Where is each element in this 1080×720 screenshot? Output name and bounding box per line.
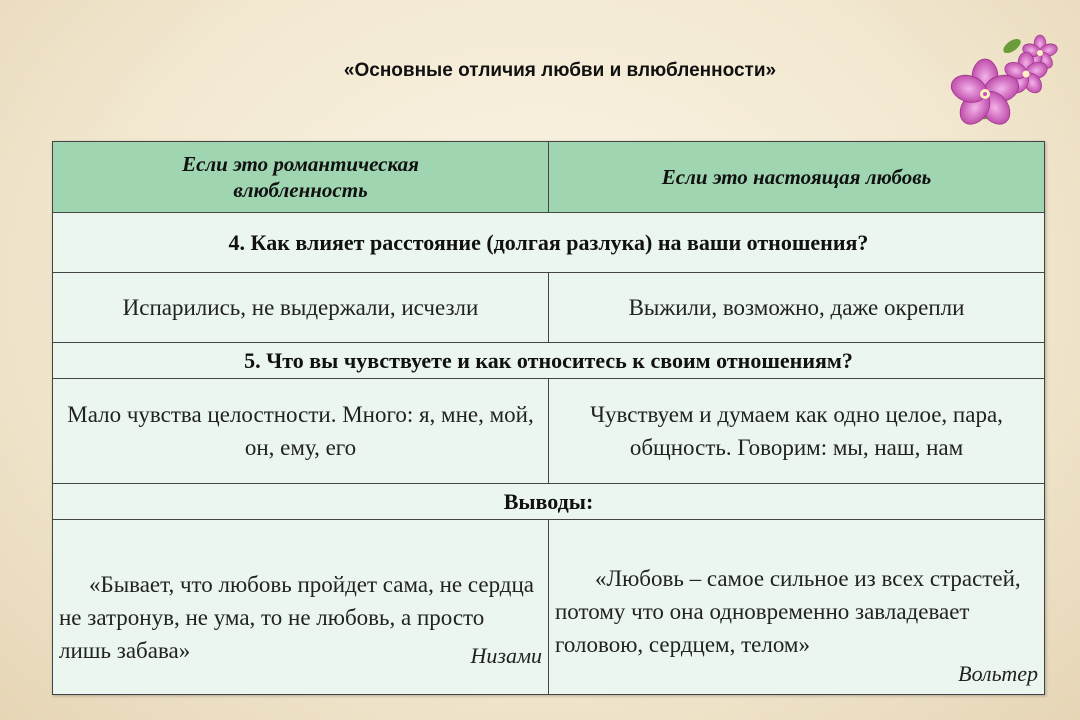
quote-voltaire: «Любовь – самое сильное из всех страстей, потому что она одновременно завладевает головою, сердцем, телом» (555, 566, 1021, 657)
answer-5-true-love: Чувствуем и думаем как одно целое, пара, общность. Говорим: мы, наш, нам (549, 379, 1045, 484)
answer-5-romantic: Мало чувства целостности. Много: я, мне, мой, он, ему, его (53, 379, 549, 484)
question-5: 5. Что вы чувствуете и как относитесь к своим отношениям? (53, 343, 1045, 379)
quote-nizami: «Бывает, что любовь пройдет сама, не сердца не затронув, не ума, то не любовь, а просто лишь забава» (59, 571, 534, 663)
question-row-4 (53, 213, 1045, 273)
quote-true-love-cell (549, 520, 1045, 695)
answer-row-4 (53, 273, 1045, 343)
quotes-row (53, 520, 1045, 695)
quote-author-voltaire: Вольтер (958, 661, 1038, 686)
quote-author-nizami: Низами (470, 643, 542, 668)
comparison-table (52, 141, 1045, 695)
answer-4-true-love: Выжили, возможно, даже окрепли (549, 273, 1045, 343)
header-romantic: Если это романтическая влюбленность (53, 142, 549, 213)
header-row (53, 142, 1045, 213)
quote-romantic-cell (53, 520, 549, 695)
slide-title: «Основные отличия любви и влюбленности» (343, 60, 777, 81)
conclusions-label: Выводы: (53, 484, 1045, 520)
header-true-love: Если это настоящая любовь (549, 142, 1045, 213)
answer-row-5 (53, 379, 1045, 484)
question-4: 4. Как влияет расстояние (долгая разлука) на ваши отношения? (53, 213, 1045, 273)
pink-flowers-icon (940, 28, 1065, 136)
question-row-5 (53, 343, 1045, 379)
answer-4-romantic: Испарились, не выдержали, исчезли (53, 273, 549, 343)
conclusions-row (53, 484, 1045, 520)
